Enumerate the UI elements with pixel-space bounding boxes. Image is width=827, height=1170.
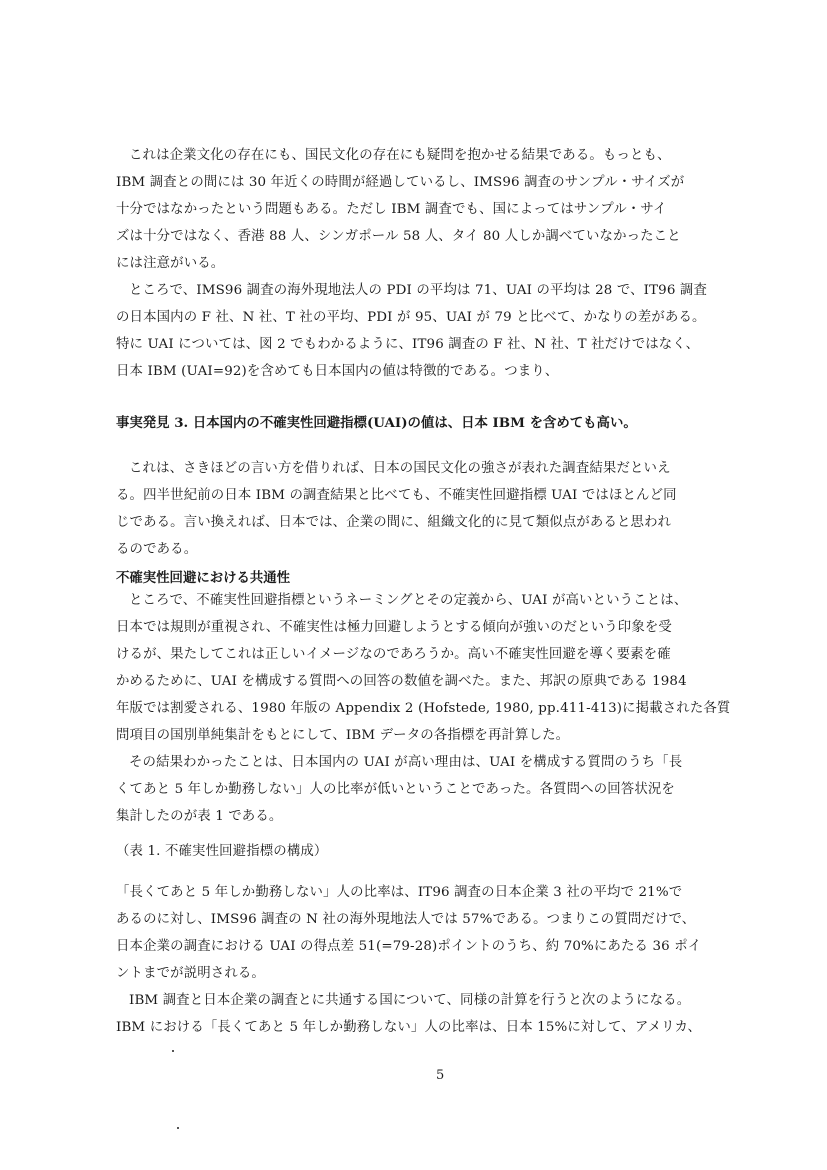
text-line: これは、さきほどの言い方を借りれば、日本の国民文化の強さが表れた調査結果だといえ — [129, 461, 671, 476]
section-heading — [116, 567, 756, 586]
text-line: その結果わかったことは、日本国内の UAI が高い理由は、UAI を構成する質問のうち「長 — [129, 755, 683, 770]
paragraph-1 — [116, 142, 756, 277]
scan-speck — [172, 1050, 174, 1052]
table-caption — [116, 838, 756, 865]
paragraph-7 — [116, 987, 756, 1041]
text-line: これは企業文化の存在にも、国民文化の存在にも疑問を抱かせる結果である。もっとも、 — [129, 148, 671, 163]
paragraph-3 — [116, 455, 756, 563]
paragraph-4 — [116, 587, 756, 749]
scan-speck — [177, 1127, 179, 1129]
paragraph-2 — [116, 277, 756, 385]
paragraph-6 — [116, 879, 756, 987]
text-line: 日本企業の調査における UAI の得点差 51(=79-28)ポイントのうち、約 70%にあたる 36 ポイ — [116, 939, 702, 954]
text-line: 年版では割愛される、1980 年版の Appendix 2 (Hofstede, 1980, pp.411-413)に掲載された各質 — [116, 701, 731, 716]
text-line: 日本 IBM (UAI=92)を含めても日本国内の値は特徴的である。つまり、 — [116, 364, 559, 379]
text-line: るのである。 — [116, 542, 198, 557]
text-line: かめるために、UAI を構成する質問への回答の数値を調べた。また、邦訳の原典である 1984 — [116, 674, 687, 689]
section-heading-text: 不確実性回避における共通性 — [116, 570, 291, 586]
text-line: じである。言い換えれば、日本では、企業の間に、組織文化的に見て類似点があると思われ — [116, 515, 672, 530]
text-line: 十分ではなかったという問題もある。ただし IBM 調査でも、国によってはサンプル・サイ — [116, 202, 667, 217]
text-line: けるが、果たしてこれは正しいイメージなのであろうか。高い不確実性回避を導く要素を確 — [116, 647, 671, 662]
text-line: 特に UAI については、図 2 でもわかるように、IT96 調査の F 社、N 社、T 社だけではなく、 — [116, 337, 700, 352]
finding-3-text: 事実発見 3. 日本国内の不確実性回避指標(UAI)の値は、日本 IBM を含めても高い。 — [116, 415, 637, 431]
paragraph-5 — [116, 749, 756, 830]
finding-statement — [116, 412, 756, 431]
text-line: ントまでが説明される。 — [116, 966, 265, 981]
text-line: あるのに対し、IMS96 調査の N 社の海外現地法人では 57%である。つまりこの質問だけで、 — [116, 912, 696, 927]
text-line: る。四半世紀前の日本 IBM の調査結果と比べても、不確実性回避指標 UAI ではほとんど同 — [116, 488, 677, 503]
text-line: くてあと 5 年しか勤務しない」人の比率が低いということであった。各質問への回答状況を — [116, 782, 675, 797]
text-line: 集計したのが表 1 である。 — [116, 809, 283, 824]
text-line: ズは十分ではなく、香港 88 人、シンガポール 58 人、タイ 80 人しか調べていなかったこと — [116, 229, 681, 244]
text-line: ところで、不確実性回避指標というネーミングとその定義から、UAI が高いということは、 — [129, 593, 688, 608]
text-line: IBM 調査との間には 30 年近くの時間が経過しているし、IMS96 調査のサンプル・サイズが — [116, 175, 685, 190]
text-line: ところで、IMS96 調査の海外現地法人の PDI の平均は 71、UAI の平均は 28 で、IT96 調査 — [129, 283, 707, 298]
text-line: には注意がいる。 — [116, 256, 225, 271]
text-line: IBM における「長くてあと 5 年しか勤務しない」人の比率は、日本 15%に対して、アメリカ、 — [116, 1020, 702, 1035]
text-line: 「長くてあと 5 年しか勤務しない」人の比率は、IT96 調査の日本企業 3 社の平均で 21%で — [116, 885, 683, 900]
text-line: 問項目の国別単純集計をもとにして、IBM データの各指標を再計算した。 — [116, 728, 570, 743]
text-line: 日本では規則が重視され、不確実性は極力回避しようとする傾向が強いのだという印象を受 — [116, 620, 672, 635]
table-1-caption: （表 1. 不確実性回避指標の構成） — [116, 844, 328, 859]
page-number: 5 — [436, 1068, 445, 1083]
text-line: の日本国内の F 社、N 社、T 社の平均、PDI が 95、UAI が 79 と比べて、かなりの差がある。 — [116, 310, 706, 325]
text-line: IBM 調査と日本企業の調査とに共通する国について、同様の計算を行うと次のようになる。 — [129, 993, 691, 1008]
